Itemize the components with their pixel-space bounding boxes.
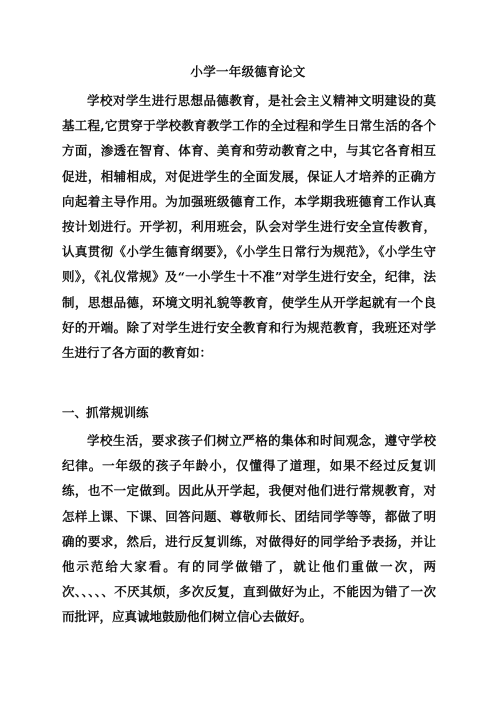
section-paragraph: 学校生活，要求孩子们树立严格的集体和时间观念，遵守学校纪律。一年级的孩子年龄小，仅懂得了道理，如果不经过反复训练，也不一定做到。因此从开学起，我便对他们进行常规教育，对怎样上课、下课、回答问题、尊敬师长、团结同学等等，都做了明确的要求，然后，进行反复训练，对做得好的同学给予表扬，并让他示范给大家看。有的同学做错了，就让他们重做一次，两次、、、、、不厌其烦，多次反复，直到做好为止，不能因为错了一次而批评，应真诚地鼓励他们树立信心去做好。	[62, 433, 436, 625]
section-number: 一、	[62, 405, 88, 420]
intro-paragraph: 学校对学生进行思想品德教育，是社会主义精神文明建设的莫基工程,它贯穿于学校教育教学工作的全过程和学生日常生活的各个方面，渗透在智育、体育、美育和劳动教育之中，与其它各育相互促进，相辅相成，对促进学生的全面发展，保证人才培养的正确方向起着主导作用。为加强班级德育工作，本学期我班德育工作认真按计划进行。开学初，利用班会，队会对学生进行安全宣传教育，认真贯彻《小学生德育纲要》，《小学生日常行为规范》，《小学生守则》，《礼仪常规》及“一小学生十不准”对学生进行安全，纪律，法制，思想品德，环境文明礼貌等教育，使学生从开学起就有一个良好的开端。除了对学生进行安全教育和行为规范教育，我班还对学生进行了各方面的教育如：	[62, 93, 436, 361]
document-title: 小学一年级德育论文	[190, 64, 306, 79]
section-heading-text: 抓常规训练	[86, 405, 149, 420]
section-heading	[62, 404, 436, 422]
